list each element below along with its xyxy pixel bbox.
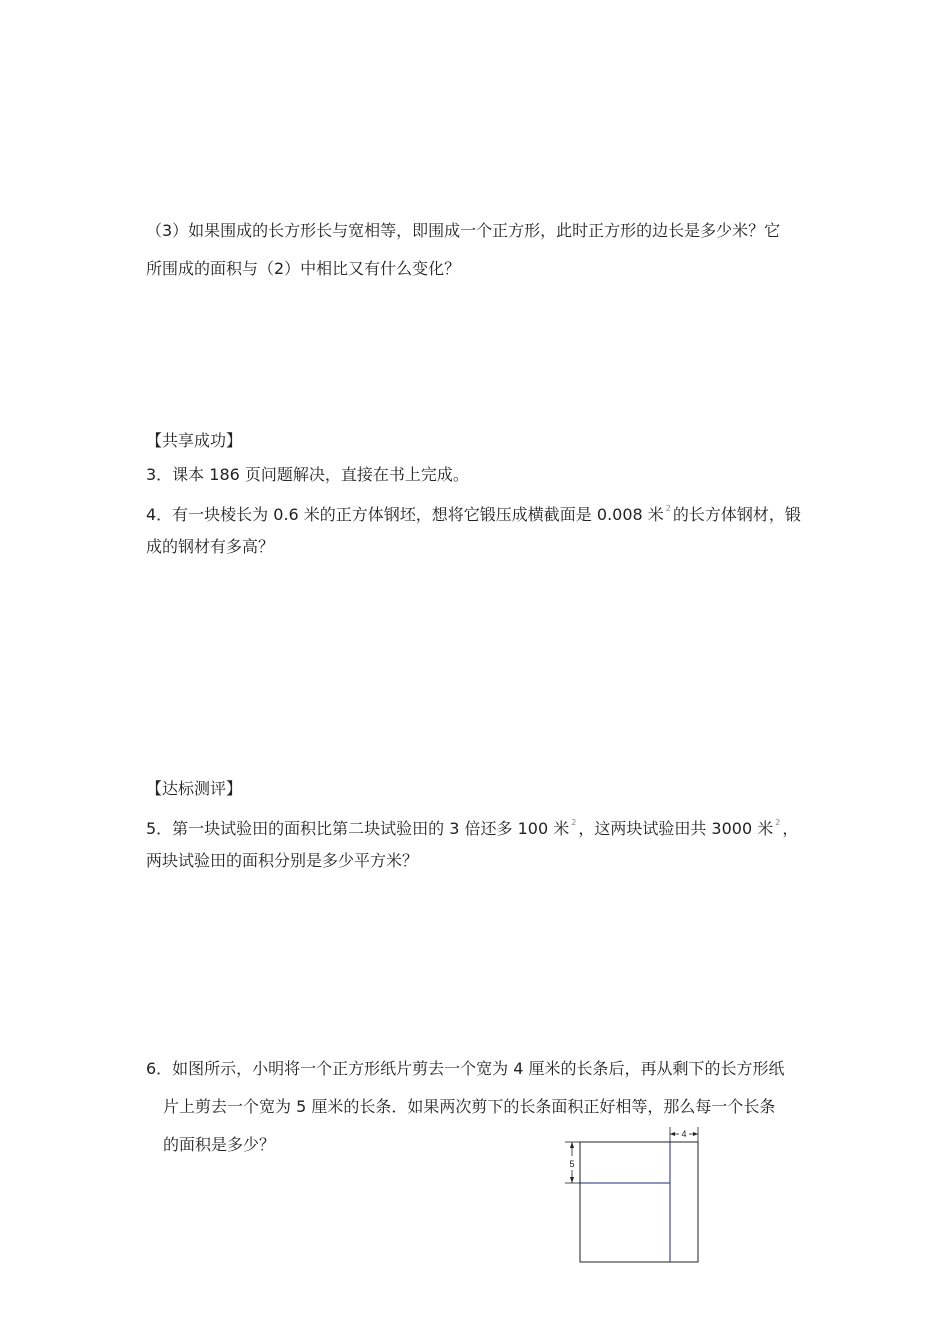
- q4-text-post: 的长方体钢材，锻: [672, 505, 801, 524]
- q4-text-pre: 4．有一块棱长为 0.6 米的正方体钢坯，想将它锻压成横截面是 0.008 米: [146, 505, 664, 524]
- square-outline: [580, 1142, 698, 1262]
- assess-q6-line-1: 6．如图所示，小明将一个正方形纸片剪去一个宽为 4 厘米的长条后，再从剩下的长方形纸: [146, 1059, 785, 1078]
- q4-superscript: 2: [665, 504, 671, 513]
- share-heading: 【共享成功】: [146, 431, 243, 450]
- assess-q5-line-2: 两块试验田的面积分别是多少平方米？: [146, 851, 419, 870]
- dim-left-arrow-bottom: [570, 1177, 574, 1183]
- assess-q6-line-3: 的面积是多少？: [163, 1135, 276, 1154]
- q5-text-a: 5．第一块试验田的面积比第二块试验田的 3 倍还多 100 米: [146, 819, 570, 838]
- assess-q5-line-1: [146, 813, 798, 839]
- dim-left-arrow-top: [570, 1142, 574, 1148]
- q5-superscript-2: 2: [775, 818, 781, 827]
- dim-left-label: 5: [569, 1159, 575, 1169]
- dim-top-arrow-right: [693, 1132, 698, 1136]
- dim-top-arrow-left: [670, 1132, 675, 1136]
- q3-line-2: 所围成的面积与（2）中相比又有什么变化？: [146, 259, 461, 278]
- q3-line-1: （3）如果围成的长方形长与宽相等，即围成一个正方形，此时正方形的边长是多少米？它: [146, 221, 781, 240]
- dim-top-label: 4: [681, 1129, 687, 1139]
- share-q4-line-1: [146, 499, 801, 525]
- assess-q6-line-2: 片上剪去一个宽为 5 厘米的长条．如果两次剪下的长条面积正好相等，那么每一个长条: [163, 1097, 776, 1116]
- q5-superscript-1: 2: [571, 818, 577, 827]
- q5-text-c: ，: [782, 819, 799, 838]
- share-q4-line-2: 成的钢材有多高？: [146, 537, 275, 556]
- assess-heading: 【达标测评】: [146, 779, 243, 798]
- paper-cut-figure: [560, 1124, 710, 1269]
- share-q3: 3．课本 186 页问题解决，直接在书上完成。: [146, 465, 469, 484]
- q5-text-b: ，这两块试验田共 3000 米: [578, 819, 774, 838]
